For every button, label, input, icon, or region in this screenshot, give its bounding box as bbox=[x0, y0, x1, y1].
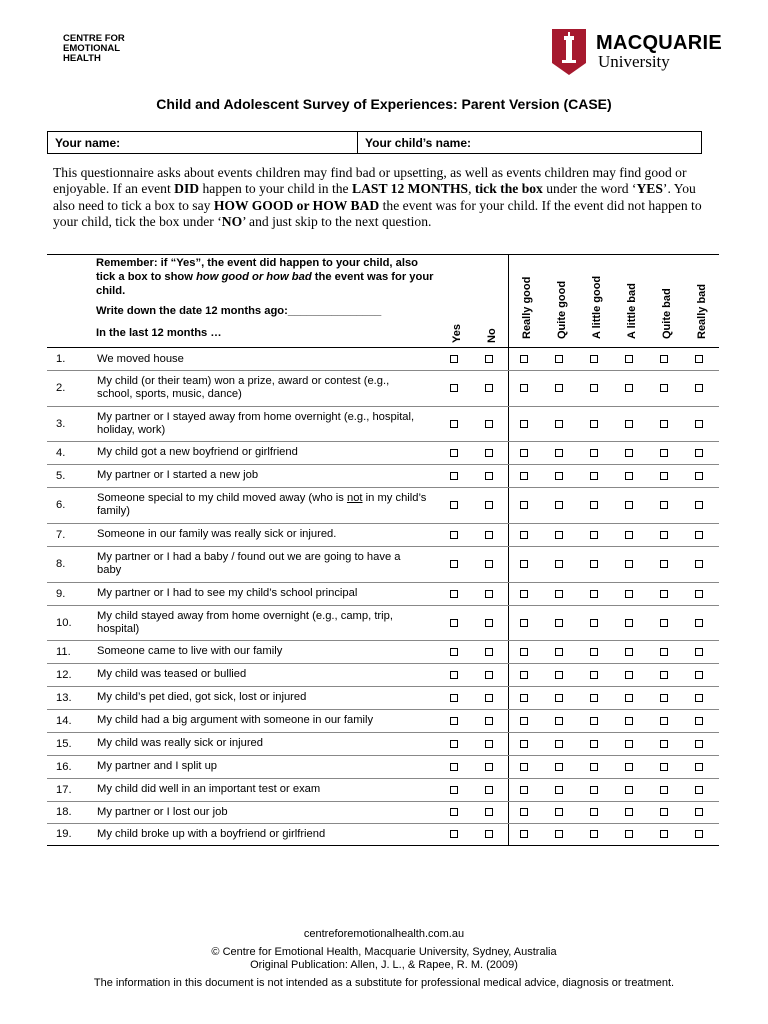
checkbox-no[interactable] bbox=[485, 808, 493, 816]
checkbox-quite-good[interactable] bbox=[555, 472, 563, 480]
column-header-no: No bbox=[486, 328, 498, 343]
checkbox-really-good[interactable] bbox=[520, 763, 528, 771]
checkbox-no[interactable] bbox=[485, 786, 493, 794]
table-row bbox=[47, 546, 719, 582]
checkbox-no[interactable] bbox=[485, 449, 493, 457]
checkbox-quite-good[interactable] bbox=[555, 420, 563, 428]
logo-line2: University bbox=[598, 52, 670, 71]
checkbox-really-good[interactable] bbox=[520, 830, 528, 838]
checkbox-yes[interactable] bbox=[450, 648, 458, 656]
checkbox-quite-bad[interactable] bbox=[660, 355, 668, 363]
checkbox-no[interactable] bbox=[485, 694, 493, 702]
checkbox-really-bad[interactable] bbox=[695, 786, 703, 794]
checkbox-a-little-good[interactable] bbox=[590, 590, 598, 598]
item-number: 1. bbox=[56, 353, 66, 365]
checkbox-really-good[interactable] bbox=[520, 384, 528, 392]
item-number: 10. bbox=[56, 616, 72, 629]
name-fields bbox=[47, 131, 702, 154]
checkbox-a-little-bad[interactable] bbox=[625, 384, 633, 392]
item-number: 16. bbox=[56, 760, 72, 773]
table-row bbox=[47, 755, 719, 778]
checkbox-no[interactable] bbox=[485, 384, 493, 392]
checkbox-a-little-good[interactable] bbox=[590, 830, 598, 838]
checkbox-a-little-bad[interactable] bbox=[625, 531, 633, 539]
checkbox-really-good[interactable] bbox=[520, 560, 528, 568]
column-header-really-bad: Really bad bbox=[696, 283, 708, 339]
checkbox-quite-good[interactable] bbox=[555, 648, 563, 656]
checkbox-really-bad[interactable] bbox=[695, 763, 703, 771]
checkbox-a-little-good[interactable] bbox=[590, 694, 598, 702]
checkbox-yes[interactable] bbox=[450, 531, 458, 539]
checkbox-a-little-good[interactable] bbox=[590, 531, 598, 539]
checkbox-quite-good[interactable] bbox=[555, 384, 563, 392]
table-top-rule bbox=[47, 254, 719, 255]
item-number: 7. bbox=[56, 528, 66, 541]
item-text: My partner or I stayed away from home overnight (e.g., hospital, holiday, work) bbox=[97, 410, 415, 436]
checkbox-a-little-good[interactable] bbox=[590, 355, 598, 363]
checkbox-a-little-bad[interactable] bbox=[625, 694, 633, 702]
table-row bbox=[47, 605, 719, 640]
checkbox-quite-bad[interactable] bbox=[660, 648, 668, 656]
checkbox-quite-good[interactable] bbox=[555, 671, 563, 679]
item-number: 5. bbox=[56, 469, 66, 482]
macquarie-logo bbox=[552, 29, 722, 75]
column-header-really-good: Really good bbox=[521, 276, 533, 339]
checkbox-no[interactable] bbox=[485, 740, 493, 748]
checkbox-no[interactable] bbox=[485, 763, 493, 771]
footer-copyright: © Centre for Emotional Health, Macquarie University, Sydney, Australia bbox=[211, 946, 557, 958]
checkbox-quite-good[interactable] bbox=[555, 449, 563, 457]
column-header-a-little-bad: A little bad bbox=[626, 283, 638, 339]
checkbox-really-bad[interactable] bbox=[695, 420, 703, 428]
org-name: CENTRE FOR EMOTIONAL HEALTH bbox=[63, 33, 125, 64]
checkbox-really-bad[interactable] bbox=[695, 808, 703, 816]
checkbox-quite-bad[interactable] bbox=[660, 619, 668, 627]
checkbox-quite-bad[interactable] bbox=[660, 786, 668, 794]
checkbox-yes[interactable] bbox=[450, 590, 458, 598]
checkbox-quite-good[interactable] bbox=[555, 590, 563, 598]
your-name-field[interactable]: Your name: bbox=[48, 132, 358, 153]
footer-website[interactable]: centreforemotionalhealth.com.au bbox=[303, 928, 465, 940]
checkbox-really-bad[interactable] bbox=[695, 694, 703, 702]
item-text: My child (or their team) won a prize, award or contest (e.g., school, sports, music, dance) bbox=[97, 375, 390, 400]
checkbox-a-little-good[interactable] bbox=[590, 472, 598, 480]
checkbox-a-little-bad[interactable] bbox=[625, 671, 633, 679]
checkbox-quite-bad[interactable] bbox=[660, 531, 668, 539]
checkbox-quite-good[interactable] bbox=[555, 740, 563, 748]
table-row bbox=[47, 778, 719, 801]
checkbox-a-little-good[interactable] bbox=[590, 619, 598, 627]
checkbox-no[interactable] bbox=[485, 531, 493, 539]
item-text: My child did well in an important test or exam bbox=[97, 783, 321, 795]
checkbox-really-good[interactable] bbox=[520, 531, 528, 539]
checkbox-really-bad[interactable] bbox=[695, 501, 703, 509]
table-row bbox=[47, 406, 719, 441]
item-number: 3. bbox=[56, 417, 66, 430]
checkbox-really-bad[interactable] bbox=[695, 472, 703, 480]
checkbox-no[interactable] bbox=[485, 590, 493, 598]
column-header-quite-good: Quite good bbox=[556, 280, 568, 339]
checkbox-quite-good[interactable] bbox=[555, 808, 563, 816]
checkbox-really-good[interactable] bbox=[520, 740, 528, 748]
checkbox-quite-bad[interactable] bbox=[660, 808, 668, 816]
checkbox-yes[interactable] bbox=[450, 472, 458, 480]
checkbox-a-little-bad[interactable] bbox=[625, 590, 633, 598]
column-header-quite-bad: Quite bad bbox=[661, 288, 673, 339]
checkbox-quite-good[interactable] bbox=[555, 717, 563, 725]
write-date-line[interactable]: Write down the date 12 months ago:_______________ bbox=[96, 305, 382, 317]
checkbox-yes[interactable] bbox=[450, 420, 458, 428]
checkbox-no[interactable] bbox=[485, 619, 493, 627]
checkbox-no[interactable] bbox=[485, 560, 493, 568]
checkbox-really-bad[interactable] bbox=[695, 355, 703, 363]
item-number: 6. bbox=[56, 499, 66, 511]
item-text: We moved house bbox=[97, 352, 184, 365]
checkbox-no[interactable] bbox=[485, 671, 493, 679]
checkbox-a-little-bad[interactable] bbox=[625, 648, 633, 656]
checkbox-quite-bad[interactable] bbox=[660, 560, 668, 568]
checkbox-a-little-good[interactable] bbox=[590, 808, 598, 816]
checkbox-really-good[interactable] bbox=[520, 648, 528, 656]
checkbox-a-little-good[interactable] bbox=[590, 420, 598, 428]
checkbox-really-bad[interactable] bbox=[695, 830, 703, 838]
child-name-field[interactable]: Your child’s name: bbox=[365, 135, 472, 150]
checkbox-a-little-bad[interactable] bbox=[625, 472, 633, 480]
lighthouse-shield-icon bbox=[552, 29, 586, 75]
checkbox-really-good[interactable] bbox=[520, 619, 528, 627]
checkbox-quite-bad[interactable] bbox=[660, 717, 668, 725]
table-row bbox=[47, 709, 719, 732]
checkbox-a-little-good[interactable] bbox=[590, 501, 598, 509]
table-row bbox=[47, 686, 719, 709]
checkbox-no[interactable] bbox=[485, 472, 493, 480]
table-row bbox=[47, 732, 719, 755]
item-number: 19. bbox=[56, 828, 72, 840]
checkbox-really-bad[interactable] bbox=[695, 717, 703, 725]
checkbox-quite-bad[interactable] bbox=[660, 420, 668, 428]
checkbox-really-good[interactable] bbox=[520, 501, 528, 509]
checkbox-quite-good[interactable] bbox=[555, 786, 563, 794]
column-header-yes: Yes bbox=[451, 324, 463, 343]
checkbox-yes[interactable] bbox=[450, 671, 458, 679]
item-text: My child stayed away from home overnight (e.g., camp, trip, hospital) bbox=[97, 609, 393, 635]
checkbox-quite-good[interactable] bbox=[555, 619, 563, 627]
checkbox-no[interactable] bbox=[485, 501, 493, 509]
page-title: Child and Adolescent Survey of Experiences: Parent Version (CASE) bbox=[156, 96, 612, 112]
table-row bbox=[47, 441, 719, 464]
checkbox-a-little-bad[interactable] bbox=[625, 420, 633, 428]
checkbox-yes[interactable] bbox=[450, 740, 458, 748]
checkbox-a-little-good[interactable] bbox=[590, 449, 598, 457]
checkbox-quite-good[interactable] bbox=[555, 763, 563, 771]
checkbox-really-bad[interactable] bbox=[695, 560, 703, 568]
checkbox-really-good[interactable] bbox=[520, 786, 528, 794]
checkbox-really-good[interactable] bbox=[520, 355, 528, 363]
item-number: 15. bbox=[56, 737, 72, 750]
table-row bbox=[47, 348, 719, 370]
checkbox-no[interactable] bbox=[485, 648, 493, 656]
row-rule bbox=[47, 845, 719, 846]
checkbox-really-bad[interactable] bbox=[695, 671, 703, 679]
checkbox-quite-bad[interactable] bbox=[660, 590, 668, 598]
item-text: My child was teased or bullied bbox=[97, 668, 247, 680]
checkbox-a-little-good[interactable] bbox=[590, 740, 598, 748]
item-text: My child broke up with a boyfriend or girlfriend bbox=[97, 827, 326, 840]
column-header-a-little-good: A little good bbox=[591, 275, 603, 339]
checkbox-a-little-bad[interactable] bbox=[625, 501, 633, 509]
footer-publication: Original Publication: Allen, J. L., & Rapee, R. M. (2009) bbox=[250, 959, 518, 971]
checkbox-a-little-good[interactable] bbox=[590, 560, 598, 568]
item-number: 9. bbox=[56, 587, 66, 600]
item-text: My child was really sick or injured bbox=[97, 737, 263, 749]
checkbox-really-good[interactable] bbox=[520, 590, 528, 598]
checkbox-quite-bad[interactable] bbox=[660, 830, 668, 838]
checkbox-really-bad[interactable] bbox=[695, 590, 703, 598]
item-text: My partner or I started a new job bbox=[97, 469, 259, 481]
checkbox-a-little-bad[interactable] bbox=[625, 355, 633, 363]
checkbox-really-good[interactable] bbox=[520, 717, 528, 725]
checkbox-quite-good[interactable] bbox=[555, 560, 563, 568]
checkbox-a-little-bad[interactable] bbox=[625, 560, 633, 568]
item-number: 18. bbox=[56, 806, 72, 818]
checkbox-a-little-good[interactable] bbox=[590, 648, 598, 656]
checkbox-really-good[interactable] bbox=[520, 808, 528, 816]
checkbox-really-good[interactable] bbox=[520, 671, 528, 679]
item-number: 4. bbox=[56, 446, 66, 459]
table-row bbox=[47, 370, 719, 406]
item-text: Someone came to live with our family bbox=[97, 645, 283, 657]
checkbox-a-little-bad[interactable] bbox=[625, 619, 633, 627]
item-number: 13. bbox=[56, 691, 72, 704]
item-text: My partner or I had a baby / found out we are going to have a baby bbox=[97, 551, 401, 576]
checkbox-quite-good[interactable] bbox=[555, 531, 563, 539]
checkbox-really-bad[interactable] bbox=[695, 531, 703, 539]
table-row bbox=[47, 464, 719, 487]
checkbox-a-little-bad[interactable] bbox=[625, 830, 633, 838]
checkbox-really-good[interactable] bbox=[520, 420, 528, 428]
checkbox-a-little-good[interactable] bbox=[590, 786, 598, 794]
checkbox-quite-bad[interactable] bbox=[660, 671, 668, 679]
table-header-text bbox=[96, 256, 436, 340]
item-text: My partner or I had to see my child’s school principal bbox=[97, 587, 358, 599]
table-row bbox=[47, 801, 719, 823]
checkbox-a-little-bad[interactable] bbox=[625, 763, 633, 771]
item-text: My child had a big argument with someone in our family bbox=[97, 714, 374, 726]
checkbox-yes[interactable] bbox=[450, 449, 458, 457]
item-text: My partner and I split up bbox=[97, 760, 218, 772]
instructions: This questionnaire asks about events children may find bad or upsetting, as well as events children may find good or enjoyable. If an event DID happen to your child in the LAST 12 MONTHS, tick the box under the word ‘YES’. You also need to tick a box to say HOW GOOD or HOW BAD the event was for your child. If the event did not happen to your child, tick the box under ‘NO’ and just skip to the next question. bbox=[53, 165, 702, 229]
checkbox-really-bad[interactable] bbox=[695, 384, 703, 392]
checkbox-a-little-good[interactable] bbox=[590, 384, 598, 392]
checkbox-really-good[interactable] bbox=[520, 449, 528, 457]
checkbox-quite-good[interactable] bbox=[555, 694, 563, 702]
item-text: Someone special to my child moved away (who is not in my child’s family) bbox=[97, 492, 427, 517]
checkbox-quite-bad[interactable] bbox=[660, 472, 668, 480]
checkbox-no[interactable] bbox=[485, 830, 493, 838]
checkbox-quite-bad[interactable] bbox=[660, 740, 668, 748]
item-number: 14. bbox=[56, 714, 72, 727]
checkbox-yes[interactable] bbox=[450, 808, 458, 816]
table-row bbox=[47, 487, 719, 523]
checkbox-quite-good[interactable] bbox=[555, 830, 563, 838]
remember-note: Remember: if “Yes”, the event did happen to your child, also tick a box to show how good or how bad the event was for your child. bbox=[96, 257, 434, 297]
checkbox-quite-bad[interactable] bbox=[660, 694, 668, 702]
checkbox-yes[interactable] bbox=[450, 355, 458, 363]
checkbox-a-little-bad[interactable] bbox=[625, 808, 633, 816]
checkbox-quite-bad[interactable] bbox=[660, 501, 668, 509]
item-number: 17. bbox=[56, 783, 72, 796]
checkbox-yes[interactable] bbox=[450, 619, 458, 627]
checkbox-a-little-bad[interactable] bbox=[625, 740, 633, 748]
item-text: My child’s pet died, got sick, lost or injured bbox=[97, 691, 307, 703]
checkbox-really-bad[interactable] bbox=[695, 740, 703, 748]
item-text: My partner or I lost our job bbox=[97, 805, 228, 818]
item-text: Someone in our family was really sick or injured. bbox=[97, 528, 337, 540]
checkbox-yes[interactable] bbox=[450, 786, 458, 794]
checkbox-no[interactable] bbox=[485, 420, 493, 428]
checkbox-really-bad[interactable] bbox=[695, 449, 703, 457]
checkbox-yes[interactable] bbox=[450, 560, 458, 568]
footer-disclaimer: The information in this document is not intended as a substitute for professional medical advice, diagnosis or treatment. bbox=[93, 977, 675, 989]
checkbox-really-bad[interactable] bbox=[695, 619, 703, 627]
table-row bbox=[47, 823, 719, 845]
checkbox-quite-good[interactable] bbox=[555, 355, 563, 363]
checkbox-no[interactable] bbox=[485, 717, 493, 725]
item-number: 11. bbox=[56, 645, 71, 658]
checkbox-yes[interactable] bbox=[450, 694, 458, 702]
checkbox-yes[interactable] bbox=[450, 717, 458, 725]
checkbox-a-little-good[interactable] bbox=[590, 671, 598, 679]
checkbox-quite-bad[interactable] bbox=[660, 763, 668, 771]
checkbox-yes[interactable] bbox=[450, 384, 458, 392]
table-row bbox=[47, 640, 719, 663]
checkbox-quite-bad[interactable] bbox=[660, 449, 668, 457]
last-12-months-label: In the last 12 months … bbox=[96, 327, 222, 339]
checkbox-a-little-bad[interactable] bbox=[625, 449, 633, 457]
checkbox-really-bad[interactable] bbox=[695, 648, 703, 656]
checkbox-yes[interactable] bbox=[450, 830, 458, 838]
item-text: My child got a new boyfriend or girlfriend bbox=[97, 446, 298, 458]
checkbox-really-good[interactable] bbox=[520, 694, 528, 702]
checkbox-a-little-bad[interactable] bbox=[625, 717, 633, 725]
checkbox-a-little-bad[interactable] bbox=[625, 786, 633, 794]
table-row bbox=[47, 663, 719, 686]
item-number: 12. bbox=[56, 668, 72, 681]
checkbox-yes[interactable] bbox=[450, 501, 458, 509]
checkbox-really-good[interactable] bbox=[520, 472, 528, 480]
table-row bbox=[47, 523, 719, 546]
checkbox-quite-good[interactable] bbox=[555, 501, 563, 509]
checkbox-quite-bad[interactable] bbox=[660, 384, 668, 392]
table-row bbox=[47, 582, 719, 605]
checkbox-yes[interactable] bbox=[450, 763, 458, 771]
item-number: 2. bbox=[56, 382, 66, 394]
checkbox-a-little-good[interactable] bbox=[590, 763, 598, 771]
checkbox-a-little-good[interactable] bbox=[590, 717, 598, 725]
item-number: 8. bbox=[56, 558, 66, 570]
checkbox-no[interactable] bbox=[485, 355, 493, 363]
logo-line1: MACQUARIE bbox=[596, 32, 723, 54]
